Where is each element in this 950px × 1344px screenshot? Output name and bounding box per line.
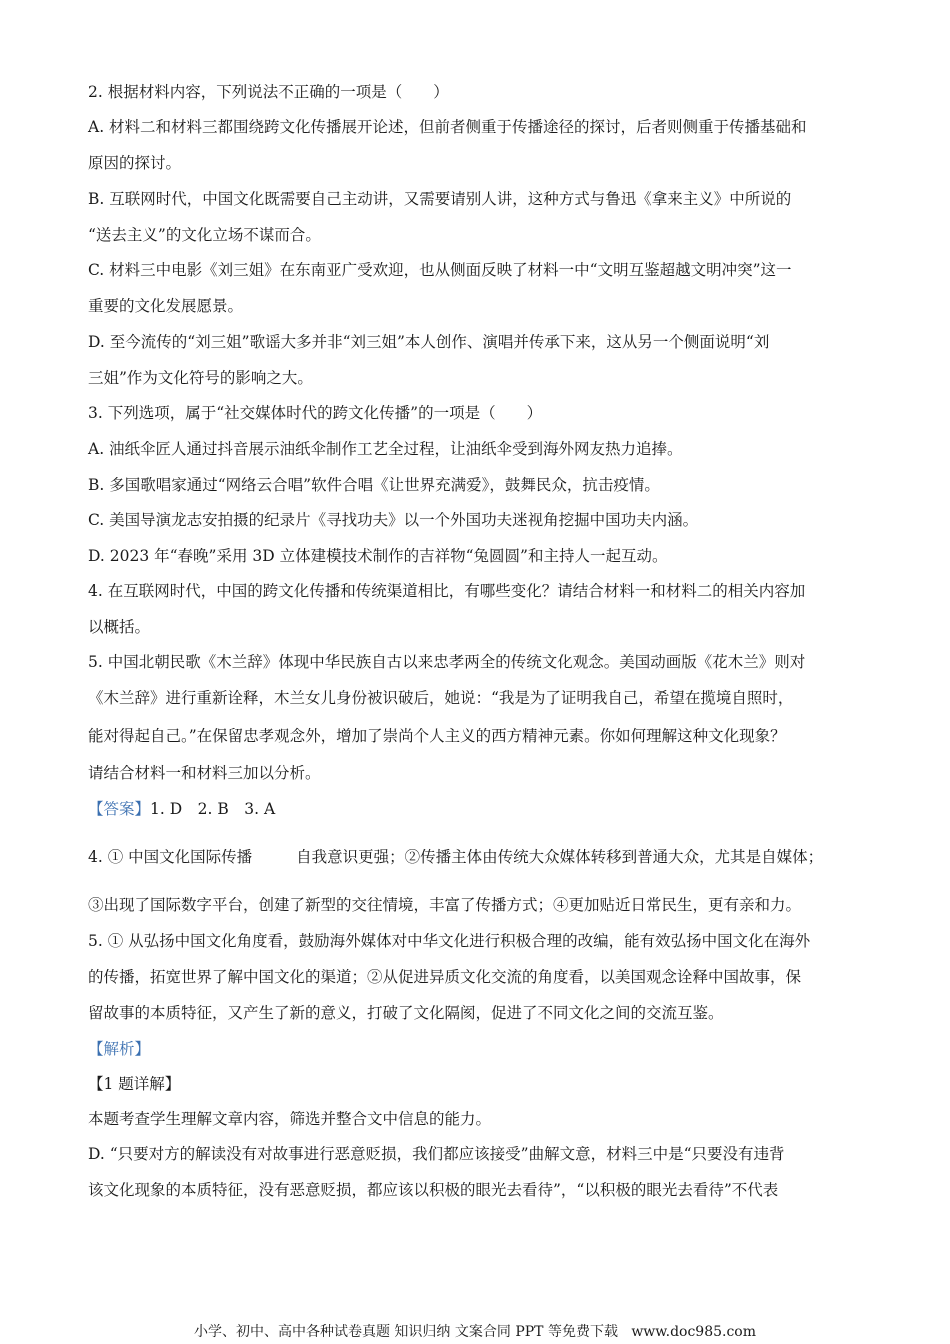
q5-line3: 能对得起自己。”在保留忠孝观念外，增加了崇尚个人主义的西方精神元素。你如何理解这种文化现象？ (88, 727, 786, 745)
q2-stem: 2. 根据材料内容，下列说法不正确的一项是（ ） (88, 83, 449, 101)
footer-url[interactable]: www.doc985.com (631, 1324, 757, 1340)
ans5-line2: 的传播，拓宽世界了解中国文化的渠道；②从促进异质文化交流的角度看，以美国观念诠释中国故事，保 (88, 968, 802, 986)
ans5-line3: 留故事的本质特征，又产生了新的意义，打破了文化隔阂，促进了不同文化之间的交流互鉴。 (88, 1004, 724, 1022)
q2-option-b-line1: B. 互联网时代，中国文化既需要自己主动讲，又需要请别人讲，这种方式与鲁迅《拿来主义》中所说的 (88, 190, 792, 208)
answer-line (88, 799, 275, 819)
answer-label: 【答案】 (88, 800, 151, 818)
q2-option-c-line1: C. 材料三中电影《刘三姐》在东南亚广受欢迎，也从侧面反映了材料一中“文明互鉴超越文明冲突”这一 (88, 261, 792, 279)
q3-option-b: B. 多国歌唱家通过“网络云合唱”软件合唱《让世界充满爱》，鼓舞民众，抗击疫情。 (88, 476, 660, 494)
q2-option-b-line2: “送去主义”的文化立场不谋而合。 (88, 226, 321, 244)
answer-text: 1. D 2. B 3. A (150, 800, 276, 818)
analysis-d-line2: 该文化现象的本质特征，没有恶意贬损，都应该以积极的眼光去看待”，“以积极的眼光去看待”不代表 (88, 1181, 779, 1199)
ans4-part2: 自我意识更强；②传播主体由传统大众媒体转移到普通大众，尤其是自媒体； (296, 848, 824, 866)
q3-option-a: A. 油纸伞匠人通过抖音展示油纸伞制作工艺全过程，让油纸伞受到海外网友热力追捧。 (88, 440, 683, 458)
ans4-line1 (88, 847, 823, 867)
q5-line1: 5. 中国北朝民歌《木兰辞》体现中华民族自古以来忠孝两全的传统文化观念。美国动画版《花木兰》则对 (88, 653, 806, 671)
page-footer (0, 1323, 950, 1341)
ans5-line1: 5. ① 从弘扬中国文化角度看，鼓励海外媒体对中华文化进行积极合理的改编，能有效弘扬中国文化在海外 (88, 932, 811, 950)
analysis-intro: 本题考查学生理解文章内容，筛选并整合文中信息的能力。 (88, 1110, 492, 1128)
q5-line2: 《木兰辞》进行重新诠释，木兰女儿身份被识破后，她说：“我是为了证明我自己，希望在揽境自照时， (88, 689, 794, 707)
q2-option-d-line2: 三姐”作为文化符号的影响之大。 (88, 369, 313, 387)
q2-option-a-line2: 原因的探讨。 (88, 154, 182, 172)
q3-stem: 3. 下列选项，属于“社交媒体时代的跨文化传播”的一项是（ ） (88, 404, 543, 422)
q2-option-c-line2: 重要的文化发展愿景。 (88, 297, 244, 315)
q2-option-a-line1: A. 材料二和材料三都围绕跨文化传播展开论述，但前者侧重于传播途径的探讨，后者则侧重于传播基础和 (88, 118, 807, 136)
ans4-part1: 4. ① 中国文化国际传播 (88, 848, 253, 866)
q3-option-c: C. 美国导演龙志安拍摄的纪录片《寻找功夫》以一个外国功夫迷视角挖掘中国功夫内涵。 (88, 511, 699, 529)
analysis-d-line1: D. “只要对方的解读没有对故事进行恶意贬损，我们都应该接受”曲解文意，材料三中是“只要没有违背 (88, 1145, 785, 1163)
q5-line4: 请结合材料一和材料三加以分析。 (88, 764, 321, 782)
q4-line1: 4. 在互联网时代，中国的跨文化传播和传统渠道相比，有哪些变化？请结合材料一和材料二的相关内容加 (88, 582, 806, 600)
q2-option-d-line1: D. 至今流传的“刘三姐”歌谣大多并非“刘三姐”本人创作、演唱并传承下来，这从另一个侧面说明“刘 (88, 333, 770, 351)
q1-detail-heading: 【1 题详解】 (88, 1075, 181, 1093)
q3-option-d: D. 2023 年“春晚”采用 3D 立体建模技术制作的吉祥物“兔圆圆”和主持人一起互动。 (88, 547, 668, 565)
footer-text: 小学、初中、高中各种试卷真题 知识归纳 文案合同 PPT 等免费下载 (193, 1324, 618, 1340)
ans4-line2: ③出现了国际数字平台，创建了新型的交往情境，丰富了传播方式；④更加贴近日常民生，更有亲和力。 (88, 896, 802, 914)
q4-line2: 以概括。 (88, 618, 151, 636)
analysis-label: 【解析】 (88, 1040, 151, 1058)
